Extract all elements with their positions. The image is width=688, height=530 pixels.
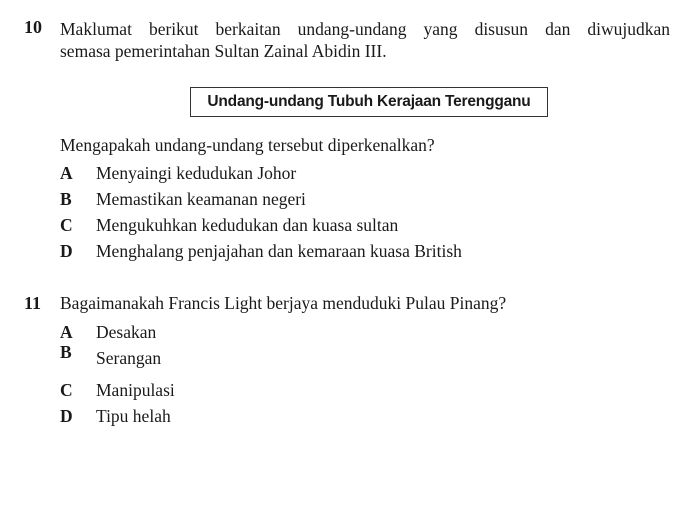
option-b[interactable] bbox=[60, 189, 306, 211]
option-c[interactable] bbox=[60, 380, 175, 402]
option-letter: C bbox=[60, 380, 73, 400]
question-stem-line-2: semasa pemerintahan Sultan Zainal Abidin III. bbox=[60, 41, 387, 61]
option-letter: A bbox=[60, 322, 73, 342]
option-d[interactable] bbox=[60, 241, 462, 263]
question-number: 10 bbox=[24, 17, 42, 37]
option-a[interactable] bbox=[60, 322, 156, 344]
option-a[interactable] bbox=[60, 163, 296, 185]
option-text: Menyaingi kedudukan Johor bbox=[96, 163, 297, 183]
option-letter: B bbox=[60, 342, 72, 362]
option-letter: C bbox=[60, 215, 73, 235]
option-text: Mengukuhkan kedudukan dan kuasa sultan bbox=[96, 215, 399, 235]
option-text: Manipulasi bbox=[96, 380, 175, 400]
question-stem-line-1: Maklumat berikut berkaitan undang-undang yang disusun dan diwujudkan bbox=[60, 19, 670, 39]
option-c[interactable] bbox=[60, 215, 398, 237]
question-prompt: Bagaimanakah Francis Light berjaya menduduki Pulau Pinang? bbox=[60, 293, 507, 313]
option-d[interactable] bbox=[60, 406, 171, 428]
option-text: Memastikan keamanan negeri bbox=[96, 189, 306, 209]
option-text: Desakan bbox=[96, 322, 157, 342]
info-box-text: Undang-undang Tubuh Kerajaan Terengganu bbox=[207, 93, 531, 110]
option-text: Menghalang penjajahan dan kemaraan kuasa British bbox=[96, 241, 462, 261]
question-prompt: Mengapakah undang-undang tersebut diperkenalkan? bbox=[60, 135, 435, 155]
info-box bbox=[190, 87, 548, 117]
option-letter: B bbox=[60, 189, 72, 209]
option-letter: D bbox=[60, 406, 73, 426]
option-letter: A bbox=[60, 163, 73, 183]
option-text: Tipu helah bbox=[96, 406, 171, 426]
option-text: Serangan bbox=[96, 348, 162, 368]
option-letter: D bbox=[60, 241, 73, 261]
option-b[interactable] bbox=[60, 342, 162, 370]
question-number: 11 bbox=[24, 293, 42, 313]
